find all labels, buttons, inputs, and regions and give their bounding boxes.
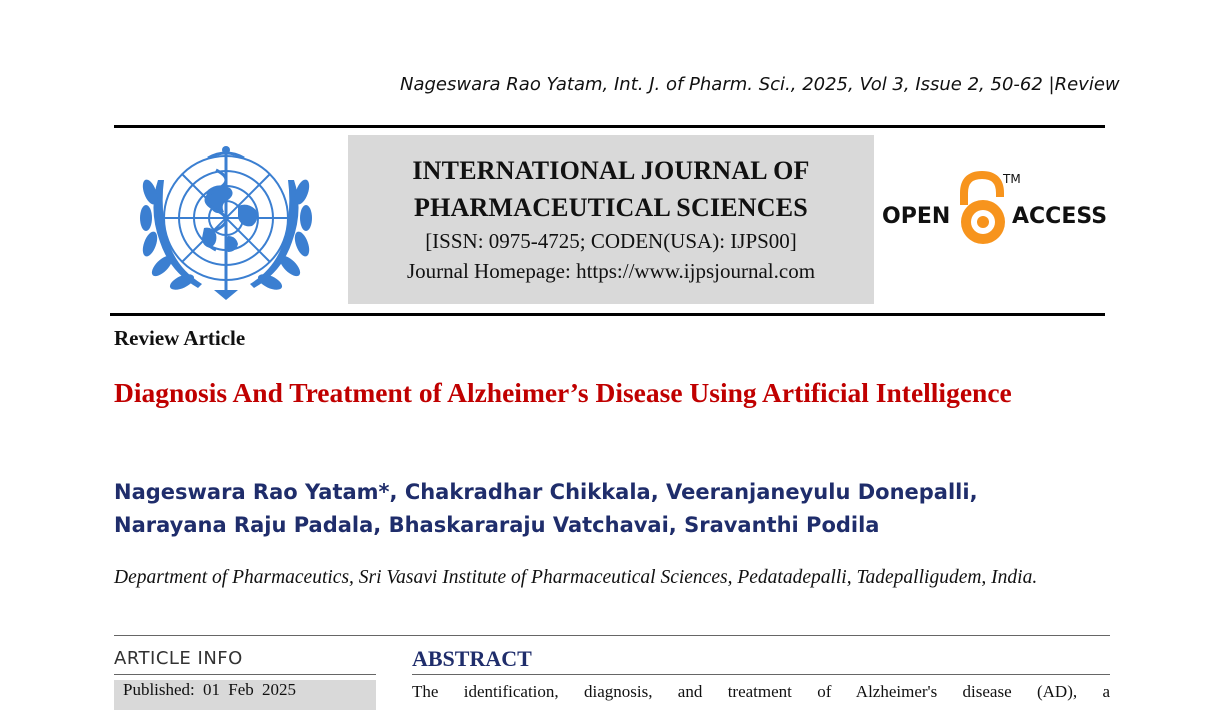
article-title: Diagnosis And Treatment of Alzheimer’s Disease Using Artificial Intelligence <box>114 377 1012 408</box>
journal-name-line2: PHARMACEUTICAL SCIENCES <box>414 193 808 222</box>
section-rule <box>114 635 1110 636</box>
article-info-rule <box>114 674 376 675</box>
journal-name-line1: INTERNATIONAL JOURNAL OF <box>412 156 810 185</box>
open-access-trademark: TM <box>1003 172 1021 186</box>
header-bottom-rule <box>110 313 1105 316</box>
journal-banner <box>348 135 874 304</box>
abstract-heading: ABSTRACT <box>412 646 532 671</box>
published-date: Published: 01 Feb 2025 <box>114 680 376 710</box>
article-type: Review Article <box>114 326 246 350</box>
authors-line-2: Narayana Raju Padala, Bhaskararaju Vatchavai, Sravanthi Podila <box>114 513 880 537</box>
author-list <box>114 476 1114 542</box>
abstract-rule <box>412 674 1110 675</box>
journal-issn: [ISSN: 0975-4725; CODEN(USA): IJPS00] <box>425 229 797 253</box>
running-head: Nageswara Rao Yatam, Int. J. of Pharm. Sci., 2025, Vol 3, Issue 2, 50-62 |Review <box>400 74 1120 95</box>
journal-homepage[interactable]: Journal Homepage: https://www.ijpsjournal.com <box>406 259 816 283</box>
open-lock-icon <box>961 175 1005 244</box>
un-emblem-logo <box>128 140 324 306</box>
abstract-text: The identification, diagnosis, and treatment of Alzheimer's disease (AD), a <box>412 682 1110 701</box>
open-access-open-word: OPEN <box>882 204 951 229</box>
open-access-access-word: ACCESS <box>1012 204 1108 229</box>
authors-line-1: Nageswara Rao Yatam*, Chakradhar Chikkala, Veeranjaneyulu Donepalli, <box>114 480 978 504</box>
article-info-heading: ARTICLE INFO <box>114 648 243 669</box>
header-top-rule <box>114 125 1105 128</box>
open-access-logo <box>880 165 1110 255</box>
affiliation: Department of Pharmaceutics, Sri Vasavi Institute of Pharmaceutical Sciences, Pedatadepalli, Tadepalligudem, India. <box>114 567 1038 588</box>
